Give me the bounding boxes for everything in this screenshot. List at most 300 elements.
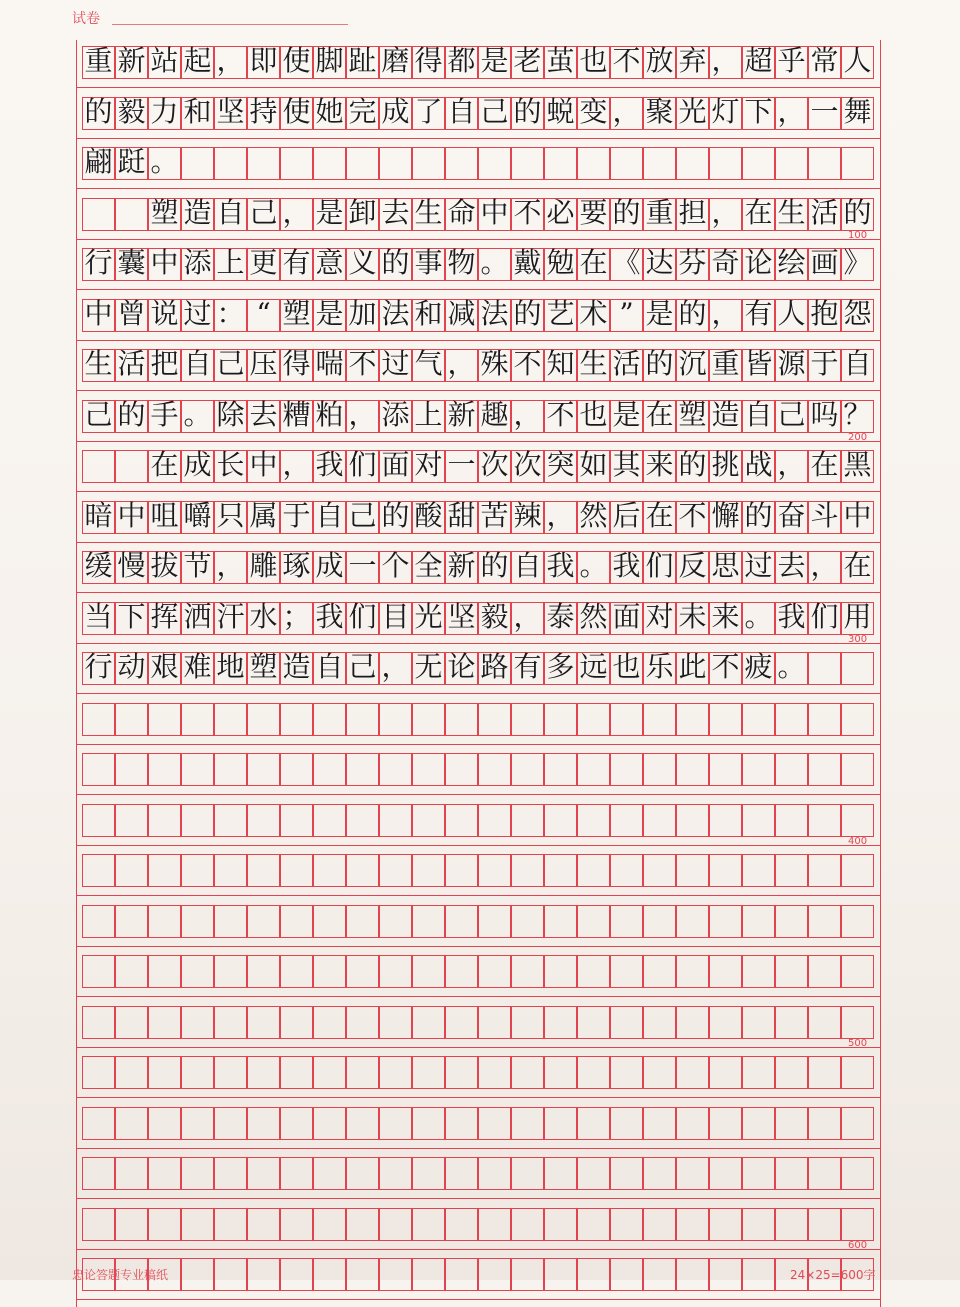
essay-character: 自 [315,650,344,683]
char-count-marker: 500 [848,1037,868,1049]
essay-character: 减 [447,296,476,330]
essay-character: 去 [381,195,410,229]
essay-character: 是 [612,397,641,431]
essay-character: 次 [480,448,509,481]
essay-character: 然 [579,599,608,633]
grid-cell [412,905,445,938]
grid-cell [610,854,643,887]
essay-character: 除 [216,397,245,431]
essay-character: 加 [348,296,377,330]
essay-character: 过 [381,347,410,380]
grid-cell [808,1056,841,1089]
grid-cell [511,1107,544,1140]
char-count-marker: 200 [848,431,868,443]
essay-character: 要 [579,195,608,229]
essay-character: 中 [117,498,146,532]
grid-cell [610,1258,643,1291]
grid-cell [643,804,676,837]
grid-cell [577,1107,610,1140]
essay-character: 对 [414,448,443,481]
essay-character: 中 [150,246,179,279]
essay-character: 下 [744,94,773,128]
essay-character: 暗 [84,498,113,532]
essay-character: 己 [348,498,377,532]
grid-cell [313,854,346,887]
essay-character: 的 [645,347,674,380]
essay-character: 生 [414,195,443,229]
essay-character: 糟 [282,397,311,431]
essay-character: 磨 [381,44,410,77]
essay-character: 使 [282,44,311,77]
essay-character: 成 [183,448,212,481]
grid-cell [412,1056,445,1089]
essay-character: 怨 [843,296,872,330]
essay-character: 生 [84,347,113,380]
essay-character: 辣 [513,498,542,532]
grid-cell [610,905,643,938]
grid-cell [775,804,808,837]
essay-character: 《 [612,246,641,279]
essay-character: 担 [678,195,707,229]
essay-character: 添 [183,246,212,279]
grid-cell [478,703,511,736]
row-gap-line [76,794,880,795]
essay-character: 新 [447,397,476,431]
essay-character: 茧 [546,44,575,77]
essay-character: 跹 [117,145,146,178]
grid-cell [610,1208,643,1241]
essay-character: 曾 [117,296,146,330]
grid-cell [82,198,115,231]
grid-cell [148,905,181,938]
grid-cell [544,753,577,786]
essay-character: 在 [744,195,773,229]
essay-character: 站 [150,44,179,77]
essay-character: 对 [645,599,674,633]
grid-cell [511,753,544,786]
essay-character: 乎 [777,44,806,77]
grid-cell [346,854,379,887]
essay-character: 人 [777,296,806,330]
grid-cell [280,1056,313,1089]
grid-cell [247,1208,280,1241]
grid-cell [676,1208,709,1241]
grid-cell [676,955,709,988]
grid-cell [247,854,280,887]
grid-cell [478,905,511,938]
grid-cell [445,1056,478,1089]
essay-character: 的 [843,195,872,229]
essay-character: 把 [150,347,179,380]
grid-cell [115,1006,148,1039]
essay-character: 自 [315,498,344,532]
essay-character: ， [612,94,641,128]
grid-cell [775,753,808,786]
essay-character: 毅 [117,94,146,128]
grid-cell [709,753,742,786]
grid-cell [148,1006,181,1039]
row-gap-line [76,996,880,997]
grid-cell [577,804,610,837]
essay-character: ？ [843,397,872,431]
essay-character: 她 [315,94,344,128]
grid-cell [445,1107,478,1140]
essay-character: 的 [513,94,542,128]
essay-character: 们 [645,549,674,582]
essay-character: 更 [249,246,278,279]
essay-character: 芬 [678,246,707,279]
grid-cell [313,703,346,736]
essay-character: 。 [777,650,806,683]
essay-character: 我 [315,599,344,633]
essay-character: 不 [513,195,542,229]
grid-cell [643,1006,676,1039]
grid-cell [280,147,313,180]
grid-cell [445,905,478,938]
essay-character: 懈 [711,498,740,532]
grid-cell [511,703,544,736]
grid-cell [511,1056,544,1089]
essay-character: 只 [216,498,245,532]
essay-character: 。 [480,246,509,279]
grid-cell [808,753,841,786]
grid-cell [280,1107,313,1140]
essay-character: 趣 [480,397,509,431]
grid-cell [346,147,379,180]
grid-cell [379,1157,412,1190]
grid-cell [478,1107,511,1140]
essay-character: ， [381,650,410,683]
grid-cell [808,1107,841,1140]
grid-cell [577,854,610,887]
grid-cell [511,905,544,938]
essay-character: 缓 [84,549,113,582]
essay-character: 坚 [447,599,476,633]
grid-cell [610,1006,643,1039]
grid-cell [445,147,478,180]
essay-character: 艰 [150,650,179,683]
grid-cell [346,804,379,837]
grid-cell [841,1208,874,1241]
essay-character: 殊 [480,347,509,380]
essay-character: 己 [777,397,806,431]
essay-character: 是 [480,44,509,77]
essay-character: 是 [315,195,344,229]
grid-cell [676,905,709,938]
essay-character: 面 [381,448,410,481]
grid-cell [577,1056,610,1089]
grid-cell [808,854,841,887]
grid-cell [511,955,544,988]
essay-character: 拔 [150,549,179,582]
grid-cell [445,753,478,786]
essay-character: 不 [546,397,575,431]
essay-character: 在 [150,448,179,481]
grid-cell [247,753,280,786]
essay-character: 新 [447,549,476,582]
essay-character: 起 [183,44,212,77]
row-gap-line [76,693,880,694]
grid-cell [709,854,742,887]
grid-cell [148,703,181,736]
essay-character: 光 [678,94,707,128]
grid-cell [544,1056,577,1089]
essay-character: 疲 [744,650,773,683]
essay-character: 有 [282,246,311,279]
grid-cell [82,1006,115,1039]
grid-cell [82,1157,115,1190]
grid-cell [709,1258,742,1291]
essay-character: 的 [84,94,113,128]
essay-character: 戴 [513,246,542,279]
grid-cell [610,1107,643,1140]
essay-character: 重 [645,195,674,229]
essay-character: 气 [414,347,443,380]
grid-cell [148,1157,181,1190]
grid-cell [478,955,511,988]
grid-cell [643,1258,676,1291]
grid-cell [280,1208,313,1241]
char-count-marker: 400 [848,835,868,847]
grid-cell [709,955,742,988]
grid-cell [280,1006,313,1039]
essay-character: ， [711,195,740,229]
grid-cell [115,753,148,786]
essay-character: 老 [513,44,542,77]
essay-character: 即 [249,44,278,77]
essay-character: 个 [381,549,410,582]
essay-character: 节 [183,549,212,582]
essay-character: 源 [777,347,806,380]
row-gap-line [76,87,880,88]
essay-character: 思 [711,549,740,582]
grid-cell [412,147,445,180]
essay-character: 的 [744,498,773,532]
row-gap-line [76,643,880,644]
grid-cell [346,1056,379,1089]
grid-cell [742,854,775,887]
grid-cell [478,1258,511,1291]
essay-character: ” [619,296,634,330]
grid-cell [511,854,544,887]
essay-character: 抱 [810,296,839,330]
essay-character: 突 [546,448,575,481]
row-gap-line [76,239,880,240]
grid-cell [247,1107,280,1140]
essay-character: 然 [579,498,608,532]
grid-cell [115,955,148,988]
grid-cell [412,854,445,887]
essay-character: 都 [447,44,476,77]
grid-cell [82,1208,115,1241]
grid-cell [643,955,676,988]
grid-cell [676,1157,709,1190]
grid-cell [841,753,874,786]
grid-cell [775,854,808,887]
grid-cell [643,147,676,180]
essay-character: 有 [744,296,773,330]
grid-cell [247,703,280,736]
row-gap-line [76,946,880,947]
grid-cell [115,198,148,231]
essay-character: 也 [579,44,608,77]
essay-character: 的 [612,195,641,229]
essay-character: 和 [414,296,443,330]
essay-character: 舞 [843,94,872,128]
essay-character: 趾 [348,44,377,77]
essay-character: 的 [678,448,707,481]
grid-cell [82,753,115,786]
grid-cell [709,1006,742,1039]
essay-character: ， [546,498,575,532]
essay-character: 达 [645,246,674,279]
grid-cell [709,804,742,837]
grid-cell [148,955,181,988]
grid-cell [379,1258,412,1291]
grid-cell [445,854,478,887]
grid-cell [775,703,808,736]
grid-cell [676,1258,709,1291]
grid-cell [841,1056,874,1089]
grid-cell [742,147,775,180]
grid-cell [808,703,841,736]
grid-cell [643,905,676,938]
essay-character: 吗 [810,397,839,431]
essay-character: ， [447,347,476,380]
essay-character: 的 [381,246,410,279]
grid-cell [181,1258,214,1291]
essay-character: 于 [810,347,839,380]
essay-character: 如 [579,448,608,481]
essay-character: 添 [381,397,410,431]
essay-character: 艺 [546,296,575,330]
row-gap-line [76,1198,880,1199]
essay-character: 法 [381,296,410,330]
grid-cell [412,1006,445,1039]
essay-character: 是 [645,296,674,330]
essay-character: 琢 [282,549,311,582]
grid-cell [808,147,841,180]
essay-character: 绘 [777,246,806,279]
grid-cell [313,147,346,180]
row-gap-line [76,491,880,492]
essay-character: 。 [183,397,212,431]
exam-header-label: 试卷 [72,11,100,27]
essay-character: 新 [117,44,146,77]
row-gap-line [76,542,880,543]
essay-character: ， [711,296,740,330]
essay-character: ， [513,599,542,633]
grid-cell [181,147,214,180]
essay-character: 过 [183,296,212,330]
essay-character: 己 [249,195,278,229]
grid-cell [379,703,412,736]
grid-cell [181,955,214,988]
essay-character: ， [777,94,806,128]
grid-cell [709,1107,742,1140]
grid-cell [676,854,709,887]
essay-character: 行 [84,650,113,683]
essay-character: 未 [678,599,707,633]
essay-character: 们 [810,599,839,633]
essay-character: 嚼 [183,498,212,532]
grid-cell [544,1208,577,1241]
essay-character: 一 [447,448,476,481]
essay-character: 其 [612,448,641,481]
essay-character: 人 [843,44,872,77]
grid-cell [214,1258,247,1291]
grid-cell [610,147,643,180]
essay-character: 我 [315,448,344,481]
grid-right-border [880,40,881,1307]
essay-character: 粕 [315,397,344,431]
grid-cell [544,147,577,180]
essay-character: 我 [777,599,806,633]
grid-cell [412,1208,445,1241]
grid-cell [280,854,313,887]
grid-cell [808,1006,841,1039]
grid-cell [544,1157,577,1190]
grid-cell [181,1056,214,1089]
essay-character: 挥 [150,599,179,633]
grid-cell [841,703,874,736]
essay-character: 自 [216,195,245,229]
grid-cell [313,1157,346,1190]
row-gap-line [76,390,880,391]
grid-cell [841,905,874,938]
grid-cell [82,450,115,483]
row-gap-line [76,340,880,341]
essay-character: 。 [150,145,179,178]
essay-character: 塑 [150,195,179,229]
grid-cell [742,1157,775,1190]
grid-cell [247,1258,280,1291]
essay-character: 术 [579,296,608,330]
grid-cell [346,905,379,938]
grid-cell [742,1056,775,1089]
essay-character: 甜 [447,498,476,532]
grid-cell [247,1006,280,1039]
grid-cell [247,1056,280,1089]
grid-cell [247,147,280,180]
essay-character: 的 [678,296,707,330]
grid-cell [379,1056,412,1089]
essay-character: 自 [843,347,872,380]
grid-cell [280,804,313,837]
grid-cell [775,905,808,938]
essay-character: 法 [480,296,509,330]
essay-character: 用 [843,599,872,633]
essay-character: 奇 [711,246,740,279]
grid-cell [577,905,610,938]
essay-character: 路 [480,650,509,683]
essay-character: 下 [117,599,146,633]
grid-cell [610,703,643,736]
grid-cell [313,1258,346,1291]
grid-cell [214,804,247,837]
essay-character: 重 [84,44,113,77]
essay-character: 中 [249,448,278,481]
grid-cell [82,1107,115,1140]
grid-cell [148,854,181,887]
grid-cell [115,1107,148,1140]
essay-character: 雕 [249,549,278,582]
grid-cell [280,905,313,938]
grid-cell [577,1258,610,1291]
grid-cell [82,1056,115,1089]
essay-character: 在 [645,397,674,431]
grid-cell [676,1107,709,1140]
